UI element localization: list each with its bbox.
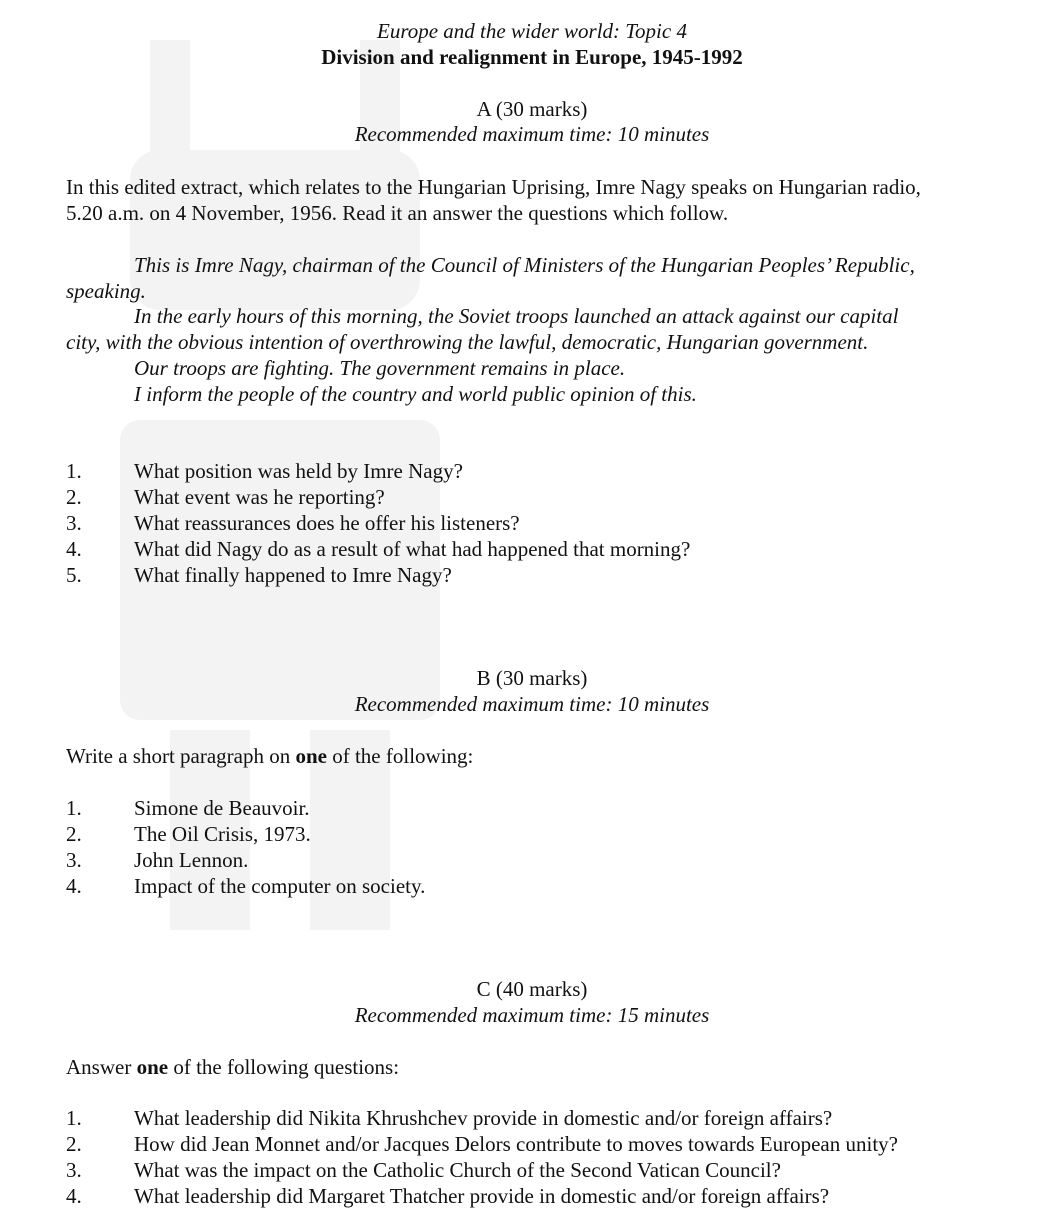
item-text: What finally happened to Imre Nagy? — [134, 563, 452, 587]
section-c-instruction — [66, 1054, 996, 1080]
list-item — [66, 795, 996, 821]
section-a-intro-line2: 5.20 a.m. on 4 November, 1956. Read it an answer the questions which follow. — [66, 201, 729, 225]
item-text: What position was held by Imre Nagy? — [134, 459, 463, 483]
item-text: What leadership did Nikita Khrushchev provide in domestic and/or foreign affairs? — [134, 1106, 833, 1130]
list-item — [66, 484, 996, 510]
item-number: 1. — [66, 796, 82, 820]
item-number: 2. — [66, 485, 82, 509]
item-number: 3. — [66, 511, 82, 535]
page-title: Division and realignment in Europe, 1945-1992 — [321, 45, 743, 69]
quote-line-6: I inform the people of the country and world public opinion of this. — [134, 382, 697, 406]
instruction-emphasis: one — [136, 1055, 169, 1079]
item-number: 4. — [66, 537, 82, 561]
item-text: What reassurances does he offer his listeners? — [134, 511, 520, 535]
item-text: The Oil Crisis, 1973. — [134, 822, 311, 846]
list-item — [66, 562, 996, 588]
list-item — [66, 821, 996, 847]
list-item — [66, 510, 996, 536]
list-item — [66, 458, 996, 484]
section-a-intro — [66, 174, 996, 226]
list-item — [66, 1157, 996, 1183]
list-item — [66, 536, 996, 562]
section-c-items — [66, 1105, 996, 1209]
section-b-time: Recommended maximum time: 10 minutes — [354, 692, 710, 716]
item-text: What event was he reporting? — [134, 485, 385, 509]
section-a-intro-line1: In this edited extract, which relates to the Hungarian Uprising, Imre Nagy speaks on Hungarian radio, — [66, 175, 921, 199]
quote-line-5: Our troops are fighting. The government remains in place. — [134, 356, 626, 380]
instruction-text: Write a short paragraph on — [66, 744, 296, 768]
item-number: 1. — [66, 1106, 82, 1130]
item-text: John Lennon. — [134, 848, 249, 872]
section-b-heading: B (30 marks) — [476, 666, 588, 690]
item-text: Impact of the computer on society. — [134, 874, 426, 898]
list-item — [66, 1183, 996, 1209]
item-text: What did Nagy do as a result of what had happened that morning? — [134, 537, 691, 561]
list-item — [66, 1105, 996, 1131]
instruction-emphasis: one — [295, 744, 327, 768]
item-text: How did Jean Monnet and/or Jacques Delors contribute to moves towards European unity? — [134, 1132, 898, 1156]
list-item — [66, 847, 996, 873]
section-b-items — [66, 795, 996, 899]
quote-line-3: In the early hours of this morning, the Soviet troops launched an attack against our capital — [134, 304, 899, 328]
topic-subtitle: Europe and the wider world: Topic 4 — [377, 19, 687, 43]
quote-line-4: city, with the obvious intention of overthrowing the lawful, democratic, Hungarian government. — [66, 330, 869, 354]
section-c-time: Recommended maximum time: 15 minutes — [354, 1003, 710, 1027]
instruction-text: of the following questions: — [168, 1055, 400, 1079]
item-number: 4. — [66, 1184, 82, 1208]
section-a-questions — [66, 458, 996, 588]
section-b-instruction — [66, 743, 996, 769]
item-text: What leadership did Margaret Thatcher provide in domestic and/or foreign affairs? — [134, 1184, 830, 1208]
instruction-text: of the following: — [326, 744, 474, 768]
item-number: 3. — [66, 848, 82, 872]
item-number: 2. — [66, 822, 82, 846]
item-number: 5. — [66, 563, 82, 587]
list-item — [66, 873, 996, 899]
quote-line-2: speaking. — [66, 279, 146, 303]
section-a-time: Recommended maximum time: 10 minutes — [354, 122, 710, 146]
section-c-heading: C (40 marks) — [476, 977, 588, 1001]
instruction-text: Answer — [66, 1055, 137, 1079]
item-text: What was the impact on the Catholic Church of the Second Vatican Council? — [134, 1158, 781, 1182]
item-number: 1. — [66, 459, 82, 483]
quote-line-1: This is Imre Nagy, chairman of the Council of Ministers of the Hungarian Peoples’ Republic, — [134, 253, 915, 277]
section-a-heading: A (30 marks) — [476, 97, 588, 121]
item-text: Simone de Beauvoir. — [134, 796, 310, 820]
item-number: 3. — [66, 1158, 82, 1182]
item-number: 4. — [66, 874, 82, 898]
list-item — [66, 1131, 996, 1157]
item-number: 2. — [66, 1132, 82, 1156]
